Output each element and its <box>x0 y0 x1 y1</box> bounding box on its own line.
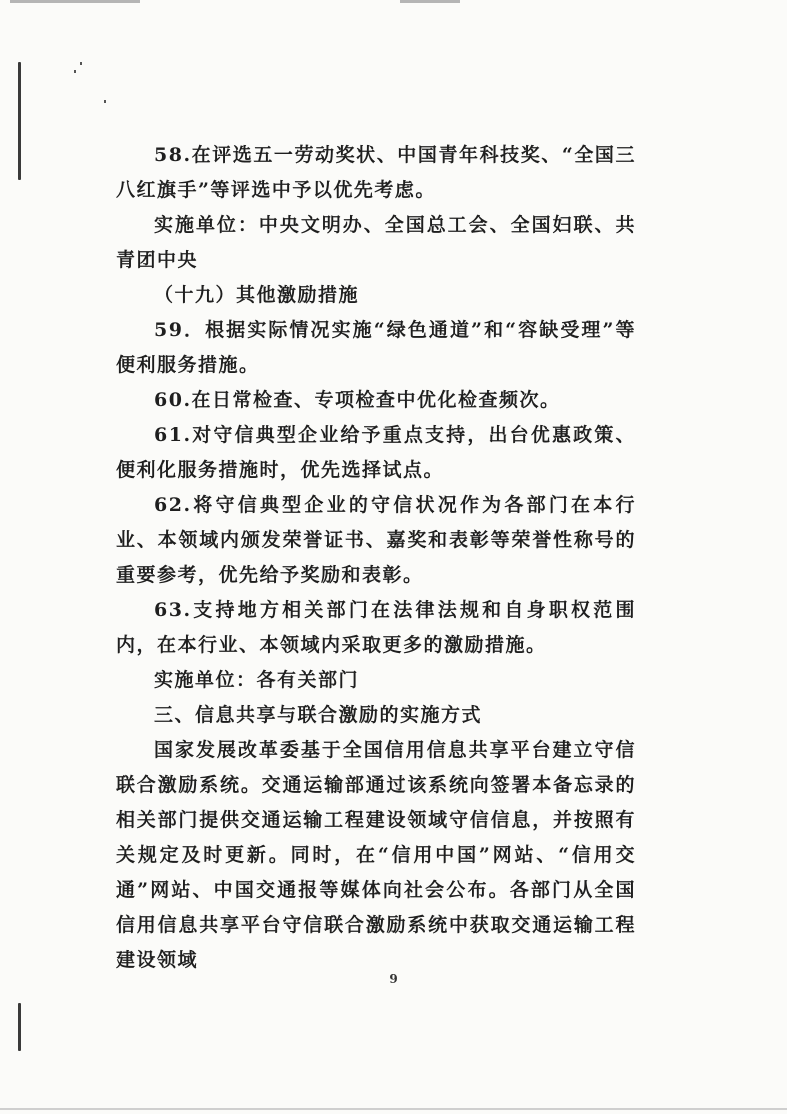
section-heading-3: 三、信息共享与联合激励的实施方式 <box>154 704 483 726</box>
page-number: 9 <box>389 972 398 986</box>
scan-bottom-edge <box>0 1108 787 1110</box>
item-58: 58.在评选五一劳动奖状、中国青年科技奖、“全国三八红旗手”等评选中予以优先考虑。 <box>116 144 636 201</box>
scan-speck <box>80 62 82 65</box>
scan-top-mark <box>10 0 140 3</box>
implementing-units: 实施单位：各有关部门 <box>154 669 360 691</box>
body-paragraph: 国家发展改革委基于全国信用信息共享平台建立守信联合激励系统。交通运输部通过该系统向签署本备忘录的相关部门提供交通运输工程建设领域守信信息，并按照有关规定及时更新。同时，在“信用中国”网站、“信用交通”网站、中国交通报等媒体向社会公布。各部门从全国信用信息共享平台守信联合激励系统中获取交通运输工程建设领域 <box>116 739 636 971</box>
item-61: 61.对守信典型企业给予重点支持，出台优惠政策、便利化服务措施时，优先选择试点。 <box>116 424 636 481</box>
scan-speck <box>104 100 106 103</box>
scan-edge-mark <box>18 62 21 180</box>
document-body <box>116 138 636 978</box>
item-59: 59．根据实际情况实施“绿色通道”和“容缺受理”等便利服务措施。 <box>116 319 636 376</box>
scan-top-mark <box>400 0 460 3</box>
scan-edge-mark <box>18 1003 21 1051</box>
implementing-units: 实施单位：中央文明办、全国总工会、全国妇联、共青团中央 <box>116 214 636 271</box>
scan-speck <box>74 70 76 73</box>
item-62: 62.将守信典型企业的守信状况作为各部门在本行业、本领域内颁发荣誉证书、嘉奖和表彰等荣誉性称号的重要参考，优先给予奖励和表彰。 <box>116 494 636 586</box>
item-60: 60.在日常检查、专项检查中优化检查频次。 <box>154 389 561 411</box>
item-63: 63.支持地方相关部门在法律法规和自身职权范围内，在本行业、本领域内采取更多的激励措施。 <box>116 599 636 656</box>
section-heading-19: （十九）其他激励措施 <box>154 284 360 306</box>
